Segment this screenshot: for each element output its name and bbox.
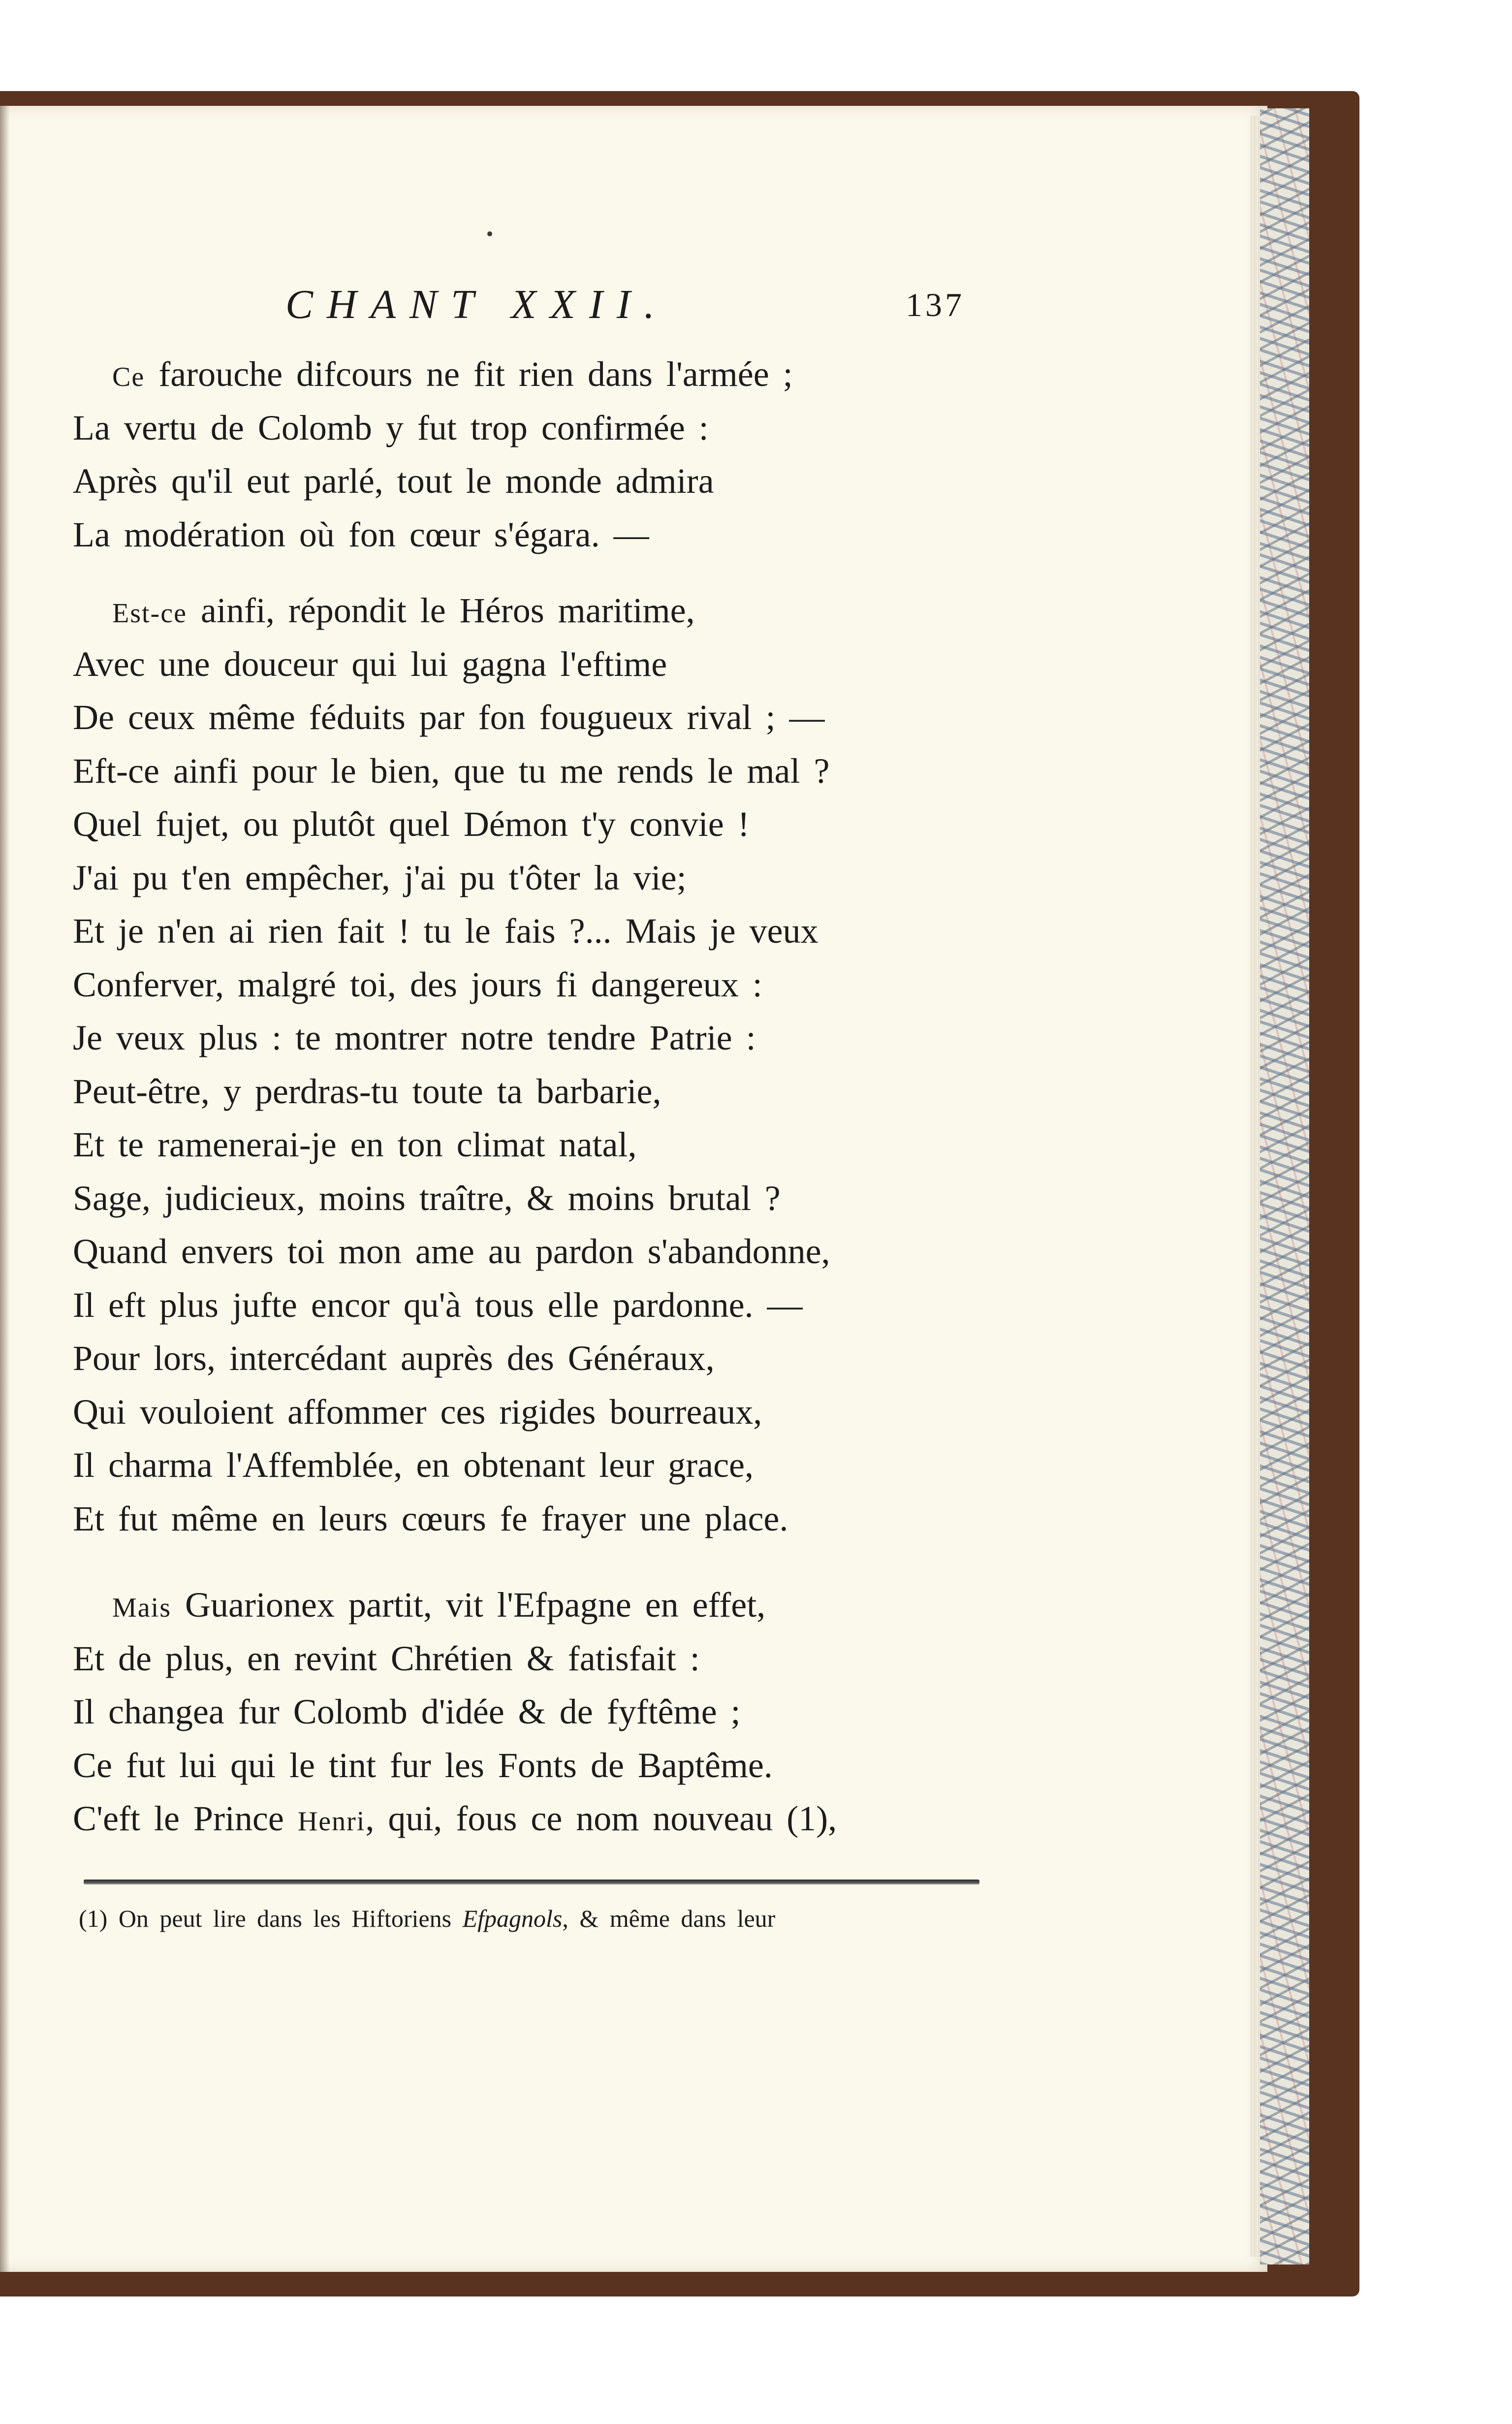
- marbled-edge: [1260, 108, 1309, 2265]
- verse-line: Sage, judicieux, moins traître, & moins brutal ?: [73, 1178, 781, 1218]
- verse-line: [73, 1792, 837, 1846]
- running-title: CHANT XXII.: [285, 282, 668, 327]
- footnote-marker: (1): [79, 1905, 108, 1932]
- stanza-lead-word: Est-ce: [112, 598, 187, 629]
- verse-line-text: Guarionex partit, vit l'Efpagne en effet,: [171, 1585, 766, 1625]
- verse-line: Qui vouloient affommer ces rigides bourreaux,: [73, 1392, 762, 1432]
- ink-speck: [487, 231, 492, 236]
- stanza: [73, 584, 830, 1545]
- verse-line: Et de plus, en revint Chrétien & fatisfait :: [73, 1638, 700, 1678]
- stanza-lead-word: Ce: [112, 362, 145, 392]
- verse-line: Et je n'en ai rien fait ! tu le fais ?... Mais je veux: [73, 911, 819, 951]
- verse-line: Pour lors, intercédant auprès des Généraux,: [73, 1339, 715, 1378]
- verse-line: Conferver, malgré toi, des jours fi dangereux :: [73, 964, 762, 1004]
- verse-line: De ceux même féduits par fon fougueux rival ; —: [73, 698, 825, 737]
- verse-line: Il eft plus jufte encor qu'à tous elle pardonne. —: [73, 1285, 803, 1325]
- page-number: 137: [906, 286, 965, 323]
- verse-line: Peut-être, y perdras-tu toute ta barbarie,: [73, 1071, 662, 1111]
- small-caps-name: Henri: [297, 1806, 366, 1837]
- footnote-italic-text: Efpagnols: [462, 1905, 563, 1932]
- verse-line: [73, 348, 793, 401]
- footnote-text: On peut lire dans les Hiftoriens: [118, 1905, 463, 1932]
- verse-line: Avec une douceur qui lui gagna l'eftime: [73, 644, 667, 684]
- verse-line: Eft-ce ainfi pour le bien, que tu me rends le mal ?: [73, 751, 830, 791]
- verse-line: Ce fut lui qui le tint fur les Fonts de Baptême.: [73, 1745, 773, 1785]
- footnote-rule: [84, 1880, 979, 1884]
- verse-line: La vertu de Colomb y fut trop confirmée :: [73, 408, 709, 447]
- verse-line: J'ai pu t'en empêcher, j'ai pu t'ôter la vie;: [73, 858, 687, 897]
- verse-line: Et te ramenerai-je en ton climat natal,: [73, 1125, 637, 1164]
- spine-shadow: [0, 106, 10, 2272]
- verse-line: Quand envers toi mon ame au pardon s'abandonne,: [73, 1232, 830, 1271]
- stanza-lead-word: Mais: [112, 1593, 171, 1623]
- stanza: [73, 1578, 837, 1846]
- footnote: [79, 1904, 775, 1933]
- verse-line: Quel fujet, ou plutôt quel Démon t'y convie !: [73, 804, 750, 844]
- verse-line: Après qu'il eut parlé, tout le monde admira: [73, 461, 714, 501]
- verse-line-text: C'eft le Prince: [73, 1799, 298, 1838]
- verse-line: Je veux plus : te montrer notre tendre Patrie :: [73, 1018, 756, 1057]
- verse-line-text: , qui, fous ce nom nouveau (1),: [365, 1799, 837, 1838]
- verse-line: La modération où fon cœur s'égara. —: [73, 514, 649, 554]
- stanza: [73, 348, 793, 561]
- footnote-text: , & même dans leur: [562, 1905, 776, 1932]
- verse-line: [73, 584, 830, 638]
- verse-line: Il charma l'Affemblée, en obtenant leur grace,: [73, 1445, 754, 1485]
- verse-line-text: ainfi, répondit le Héros maritime,: [187, 591, 695, 630]
- verse-line: Il changea fur Colomb d'idée & de fyftême ;: [73, 1692, 741, 1731]
- verse-line: [73, 1578, 837, 1632]
- verse-line: Et fut même en leurs cœurs fe frayer une place.: [73, 1499, 788, 1538]
- verse-line-text: farouche difcours ne fit rien dans l'armée ;: [145, 354, 793, 394]
